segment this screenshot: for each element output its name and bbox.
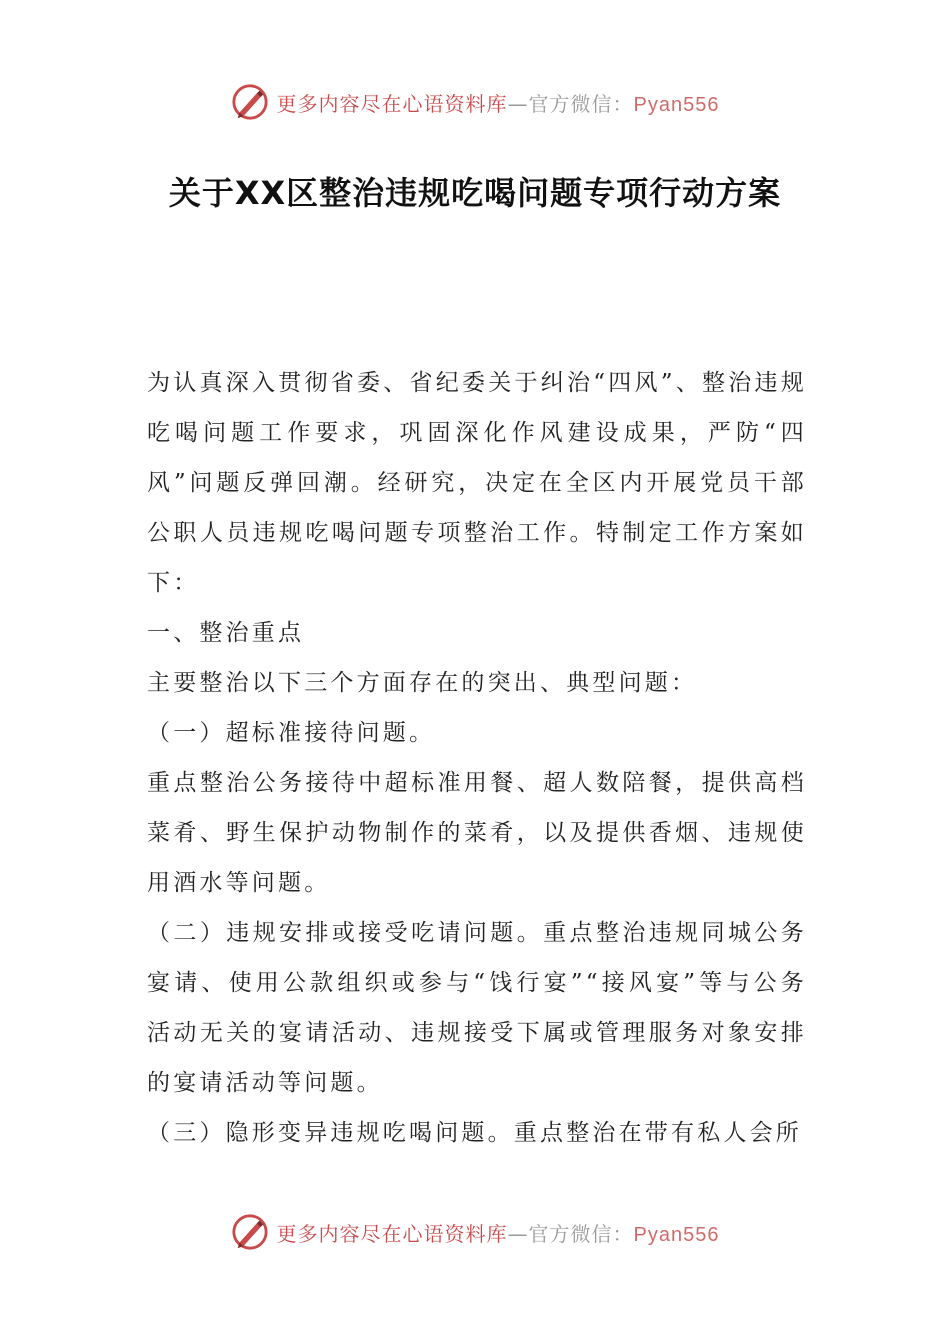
subsection-paragraph-3: （三）隐形变异违规吃喝问题。重点整治在带有私人会所 — [147, 1120, 802, 1146]
document-body — [147, 358, 807, 1158]
header-banner-dash: — — [507, 91, 529, 116]
footer-banner-text — [277, 1218, 720, 1247]
pen-circle-logo-icon — [231, 1213, 269, 1251]
pen-circle-logo-icon — [231, 83, 269, 121]
header-banner-inner — [231, 83, 720, 121]
header-banner — [0, 80, 950, 124]
header-banner-main-text: 更多内容尽在心语资料库 — [276, 91, 508, 116]
header-wechat-id: Pyan556 — [633, 93, 720, 116]
header-wechat-label: 官方微信： — [528, 91, 634, 116]
subsection-paragraph-2: （二）违规安排或接受吃请问题。重点整治违规同城公务宴请、使用公款组织或参与“饯行宴”“接风宴”等与公务活动无关的宴请活动、违规接受下属或管理服务对象安排的宴请活动等问题。 — [147, 920, 807, 1096]
section-intro-paragraph: 主要整治以下三个方面存在的突出、典型问题： — [147, 670, 698, 696]
section-heading-1: 一、整治重点 — [147, 620, 305, 646]
footer-banner-main-text: 更多内容尽在心语资料库 — [276, 1221, 508, 1246]
footer-banner-dash: — — [507, 1221, 529, 1246]
header-banner-text — [277, 88, 720, 117]
footer-wechat-id: Pyan556 — [633, 1223, 720, 1246]
intro-paragraph: 为认真深入贯彻省委、省纪委关于纠治“四风”、整治违规吃喝问题工作要求，巩固深化作风建设成果，严防“四风”问题反弹回潮。经研究，决定在全区内开展党员干部公职人员违规吃喝问题专项整治工作。特制定工作方案如下： — [147, 370, 807, 596]
subsection-heading-1: （一）超标准接待问题。 — [147, 720, 436, 746]
subsection-body-1: 重点整治公务接待中超标准用餐、超人数陪餐，提供高档菜肴、野生保护动物制作的菜肴，以及提供香烟、违规使用酒水等问题。 — [147, 770, 807, 896]
footer-banner — [0, 1210, 950, 1254]
footer-banner-inner — [231, 1213, 720, 1251]
document-title: 关于XX区整治违规吃喝问题专项行动方案 — [168, 174, 782, 212]
footer-wechat-label: 官方微信： — [528, 1221, 634, 1246]
